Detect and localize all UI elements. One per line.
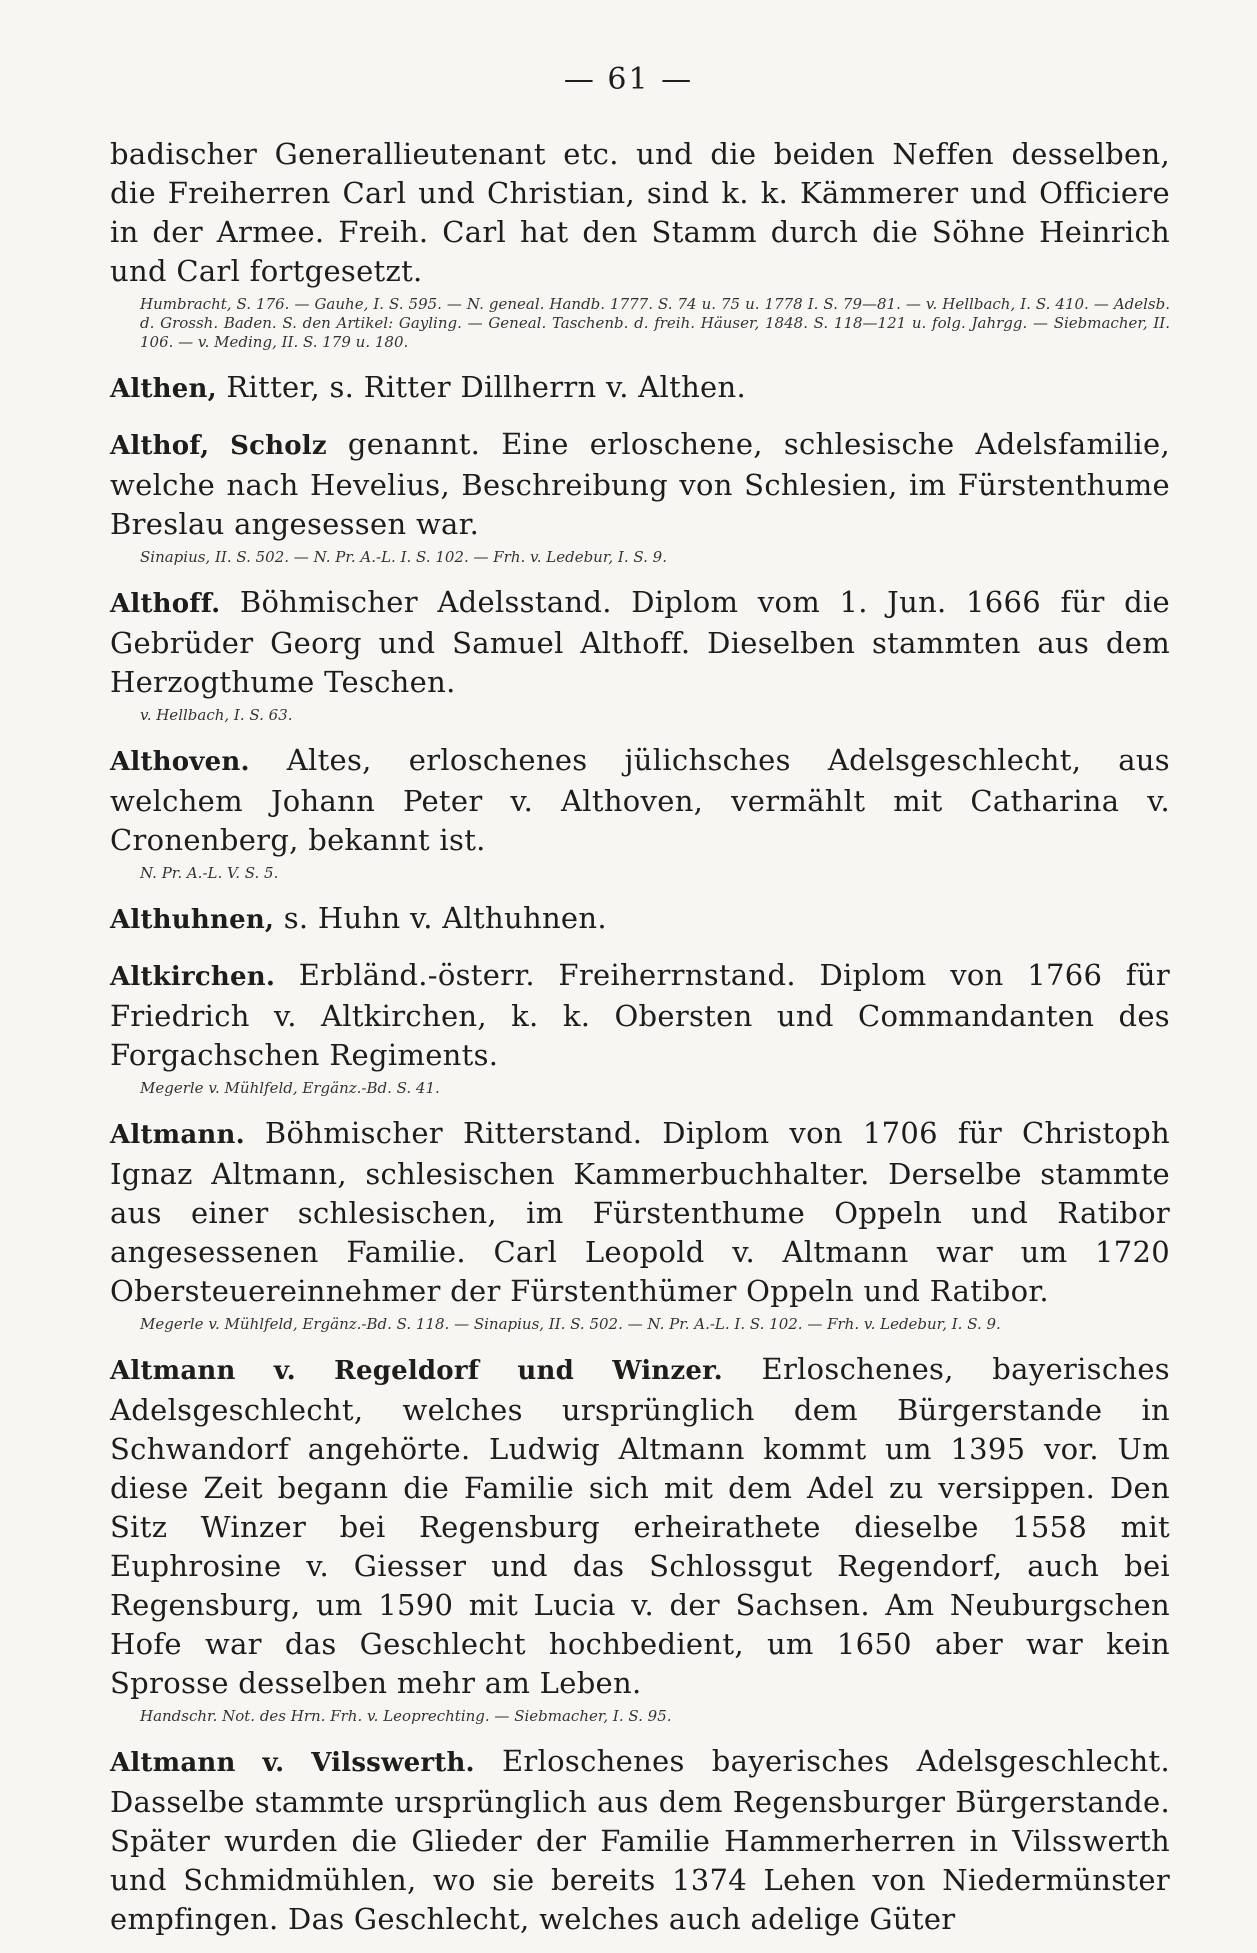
entry-text: genannt. Eine erloschene, schlesische Adelsfamilie, welche nach Hevelius, Beschreibung von Schlesien, im Fürstenthume Breslau angesessen war. — [110, 427, 1170, 541]
entry-althof — [110, 425, 1170, 567]
entry-heading: Altmann. — [110, 1120, 245, 1150]
entry-heading: Althoff. — [110, 589, 221, 619]
entry-reference: v. Hellbach, I. S. 63. — [140, 706, 293, 724]
entry-reference: N. Pr. A.-L. V. S. 5. — [140, 864, 279, 882]
entry-text: Erloschenes bayerisches Adelsgeschlecht. Dasselbe stammte ursprünglich aus dem Regensburger Bürgerstande. Später wurden die Glieder der Familie Hammerherren in Vilsswerth und Schmidmühlen, wo sie bereits 1374 Lehen von Niedermünster empfingen. Das Geschlecht, welches auch adelige Güter — [110, 1744, 1170, 1936]
entry-althoff — [110, 583, 1170, 725]
entry-heading: Althen, — [110, 374, 217, 404]
entry-altmann — [110, 1114, 1170, 1334]
entry-althuhnen — [110, 899, 1170, 940]
intro-reference: Humbracht, S. 176. — Gauhe, I. S. 595. — N. geneal. Handb. 1777. S. 74 u. 75 u. 1778 I. S. 79—81. — v. Hellbach, I. S. 410. — Adelsb. d. Grossh. Baden. S. den Artikel: Gayling. — Geneal. Taschenb. d. freih. Häuser, 1848. S. 118—121 u. folg. Jahrgg. — Siebmacher, II. 106. — v. Meding, II. S. 179 u. 180. — [140, 295, 1170, 351]
entry-reference: Megerle v. Mühlfeld, Ergänz.-Bd. S. 41. — [140, 1079, 440, 1097]
entry-althen — [110, 368, 1170, 409]
entry-reference: Sinapius, II. S. 502. — N. Pr. A.-L. I. S. 102. — Frh. v. Ledebur, I. S. 9. — [140, 548, 667, 566]
entry-reference: Megerle v. Mühlfeld, Ergänz.-Bd. S. 118. — Sinapius, II. S. 502. — N. Pr. A.-L. I. S. 102. — Frh. v. Ledebur, I. S. 9. — [140, 1315, 1001, 1333]
entry-altkirchen — [110, 956, 1170, 1098]
entry-altmann-regeldorf — [110, 1350, 1170, 1726]
intro-text: badischer Generallieutenant etc. und die beiden Neffen desselben, die Freiherren Carl und Christian, sind k. k. Kämmerer und Officiere in der Armee. Freih. Carl hat den Stamm durch die Söhne Heinrich und Carl fortgesetzt. — [110, 137, 1170, 288]
entry-text: Erbländ.-österr. Freiherrnstand. Diplom von 1766 für Friedrich v. Altkirchen, k. k. Obersten und Commandanten des Forgachschen Regiments. — [110, 958, 1170, 1072]
entry-althoven — [110, 741, 1170, 883]
page-number: — 61 — — [563, 62, 694, 97]
entry-heading: Altmann v. Regeldorf und Winzer. — [110, 1356, 723, 1386]
entry-heading: Althoven. — [110, 747, 250, 777]
intro-entry — [110, 135, 1170, 352]
entry-heading: Altkirchen. — [110, 962, 276, 992]
entry-text: Böhmischer Ritterstand. Diplom von 1706 für Christoph Ignaz Altmann, schlesischen Kammerbuchhalter. Derselbe stammte aus einer schlesischen, im Fürstenthume Oppeln und Ratibor angesessenen Familie. Carl Leopold v. Altmann war um 1720 Obersteuereinnehmer der Fürstenthümer Oppeln und Ratibor. — [110, 1116, 1170, 1308]
text-column — [110, 135, 1170, 1939]
entry-heading: Althof, Scholz — [110, 431, 327, 461]
entry-altmann-vilsswerth — [110, 1742, 1170, 1939]
entry-reference: Handschr. Not. des Hrn. Frh. v. Leoprechting. — Siebmacher, I. S. 95. — [140, 1707, 672, 1725]
entry-heading: Altmann v. Vilsswerth. — [110, 1748, 475, 1778]
entry-text: Altes, erloschenes jülichsches Adelsgeschlecht, aus welchem Johann Peter v. Althoven, vermählt mit Catharina v. Cronenberg, bekannt ist. — [110, 743, 1170, 857]
entry-text: Böhmischer Adelsstand. Diplom vom 1. Jun. 1666 für die Gebrüder Georg und Samuel Althoff. Dieselben stammten aus dem Herzogthume Teschen. — [110, 585, 1170, 699]
entry-text: Ritter, s. Ritter Dillherrn v. Althen. — [226, 370, 746, 404]
entry-text: s. Huhn v. Althuhnen. — [283, 901, 607, 935]
entry-heading: Althuhnen, — [110, 905, 275, 935]
entry-text: Erloschenes, bayerisches Adelsgeschlecht, welches ursprünglich dem Bürgerstande in Schwandorf angehörte. Ludwig Altmann kommt um 1395 vor. Um diese Zeit begann die Familie sich mit dem Adel zu versippen. Den Sitz Winzer bei Regensburg erheirathete dieselbe 1558 mit Euphrosine v. Giesser und das Schlossgut Regendorf, auch bei Regensburg, um 1590 mit Lucia v. der Sachsen. Am Neuburgschen Hofe war das Geschlecht hochbedient, um 1650 aber war kein Sprosse desselben mehr am Leben. — [110, 1352, 1170, 1700]
